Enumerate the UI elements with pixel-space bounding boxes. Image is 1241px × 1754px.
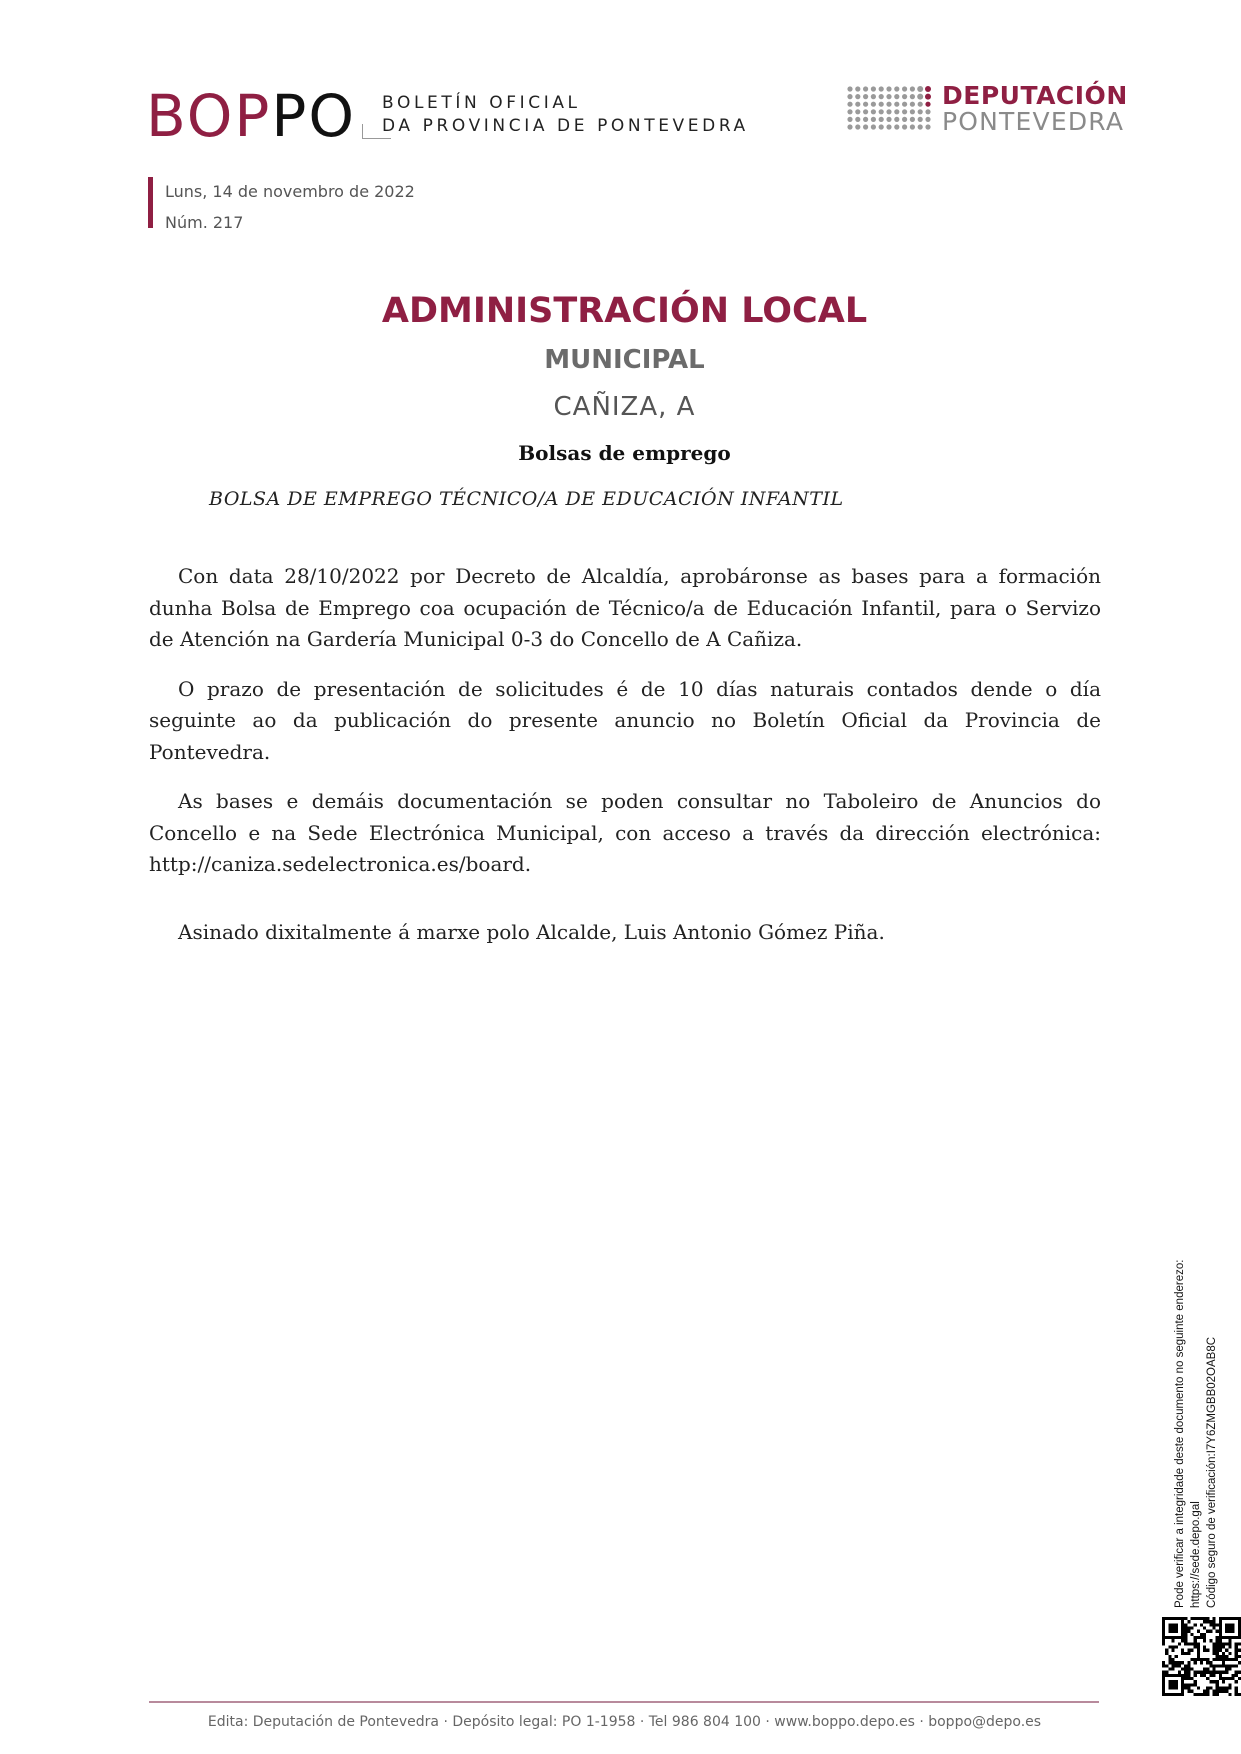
verification-block: [1172, 1188, 1232, 1608]
announcement-body: [149, 561, 1101, 966]
verification-text: Pode verificar a integridade deste documento no seguinte enderezo:: [1174, 1259, 1186, 1608]
deputacion-dots-icon: [846, 85, 932, 131]
logo-bop: BOP: [146, 82, 272, 150]
body-paragraph: O prazo de presentación de solicitudes é de 10 días naturais contados dende o día seguinte ao da publicación do presente anuncio no Boletín Oficial da Provincia de Pontevedra.: [149, 676, 1101, 764]
subsection-title: MUNICIPAL: [544, 345, 705, 375]
bulletin-title-line1: BOLETÍN OFICIAL: [382, 93, 581, 113]
deputacion-logo: [942, 83, 1128, 135]
issue-info: [165, 176, 415, 238]
date-accent-bar: [148, 177, 153, 228]
announcement-subject: BOLSA DE EMPREGO TÉCNICO/A DE EDUCACIÓN INFANTIL: [209, 488, 844, 510]
verification-url[interactable]: https://sede.depo.gal: [1190, 1501, 1202, 1608]
entity-title: CAÑIZA, A: [553, 392, 696, 422]
logo-po: PO: [271, 82, 357, 150]
issue-number: Núm. 217: [165, 213, 244, 232]
deputacion-province: PONTEVEDRA: [942, 107, 1125, 136]
qr-code-icon: [1162, 1617, 1241, 1696]
issue-date: Luns, 14 de novembro de 2022: [165, 182, 415, 201]
verification-code: Código seguro de verificación:I7Y6ZMGBB02OAB8C: [1206, 1336, 1218, 1608]
bulletin-title-line2: DA PROVINCIA DE PONTEVEDRA: [382, 116, 749, 136]
body-paragraph: As bases e demáis documentación se poden consultar no Taboleiro de Anuncios do Concello e na Sede Electrónica Municipal, con acceso a través da dirección electrónica: http://caniza.sedelectronica.es/board.: [149, 789, 1101, 876]
deputacion-name: DEPUTACIÓN: [942, 81, 1128, 110]
footer-divider: [149, 1701, 1099, 1703]
category-title: Bolsas de emprego: [518, 441, 731, 465]
bulletin-title: [382, 92, 749, 138]
boppo-logo: [146, 82, 357, 150]
footer-info: Edita: Deputación de Pontevedra · Depósito legal: PO 1-1958 · Tel 986 804 100 · www.boppo.depo.es · boppo@depo.es: [207, 1714, 1042, 1730]
section-title: ADMINISTRACIÓN LOCAL: [381, 291, 868, 331]
signature-line: Asinado dixitalmente á marxe polo Alcalde, Luis Antonio Gómez Piña.: [178, 919, 885, 944]
body-paragraph: Con data 28/10/2022 por Decreto de Alcaldía, aprobáronse as bases para a formación dunha Bolsa de Emprego coa ocupación de Técnico/a de Educación Infantil, para o Servizo de Atención na Gardería Municipal 0-3 do Concello de A Cañiza.: [149, 564, 1101, 651]
